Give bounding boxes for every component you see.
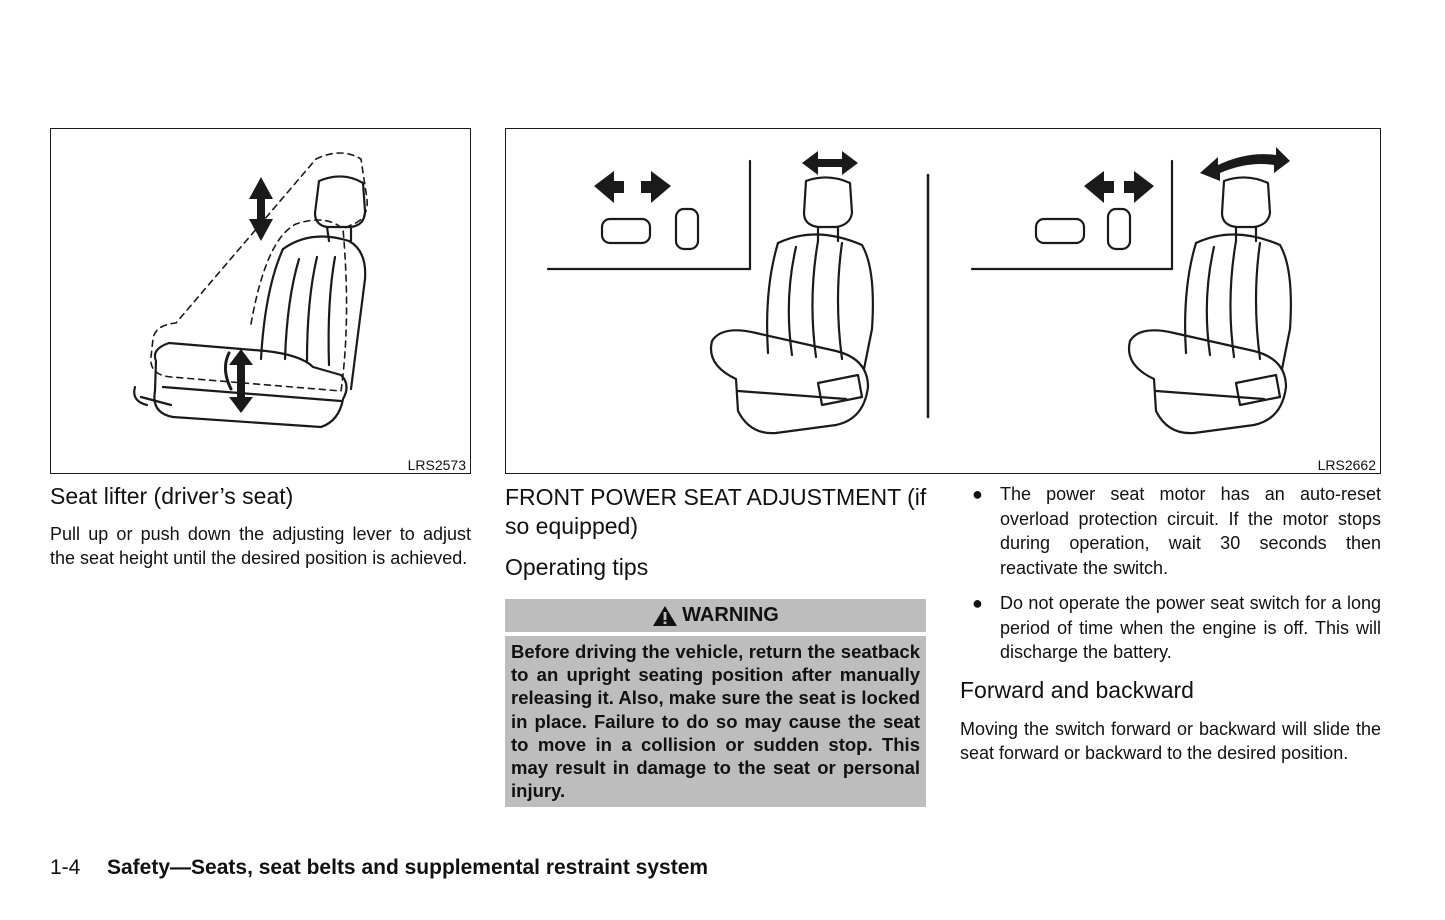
seat-lifter-figure [50, 128, 471, 474]
figure-code: LRS2662 [1317, 457, 1376, 473]
arrow-right-icon [641, 171, 671, 203]
seat-lifter-illustration [51, 129, 472, 475]
power-seat-illustration [506, 129, 1382, 475]
bullet-text: The power seat motor has an auto-reset overload protection circuit. If the motor stops during operation, wait 30 seconds then reactivate the switch. [1000, 484, 1381, 578]
warning-title: WARNING [682, 604, 779, 626]
footer-title: Safety—Seats, seat belts and supplemental restraint system [107, 856, 709, 879]
page-number: 1-4 [50, 856, 81, 879]
warning-text: Before driving the vehicle, return the seatback to an upright seating position after manually releasing it. Also, make sure the seat is locked in place. Failure to do so may cause the seat to move in a collision or sudden stop. This may result in damage to the seat or personal injury. [505, 636, 926, 807]
power-seat-figure [505, 128, 1381, 474]
bullet-dot-icon: ● [972, 484, 983, 504]
warning-triangle-icon [652, 605, 678, 627]
bullet-dot-icon: ● [972, 593, 983, 613]
section-title: FRONT POWER SEAT ADJUSTMENT (if so equipped) [505, 484, 927, 539]
bullet-text: Do not operate the power seat switch for a long period of time when the engine is off. This will discharge the battery. [1000, 593, 1381, 662]
bullet-item [972, 591, 1381, 665]
bullet-item [972, 482, 1381, 580]
operating-tips-heading: Operating tips [505, 554, 649, 580]
seat-lifter-heading: Seat lifter (driver’s seat) [50, 483, 294, 509]
warning-header [505, 599, 926, 632]
forward-backward-text: Moving the switch forward or backward will slide the seat forward or backward to the desired position. [960, 719, 1381, 763]
arrow-left-icon [594, 171, 624, 203]
seat-lifter-text: Pull up or push down the adjusting lever to adjust the seat height until the desired position is achieved. [50, 524, 471, 568]
forward-backward-heading: Forward and backward [960, 677, 1194, 703]
figure-code: LRS2573 [407, 457, 466, 473]
